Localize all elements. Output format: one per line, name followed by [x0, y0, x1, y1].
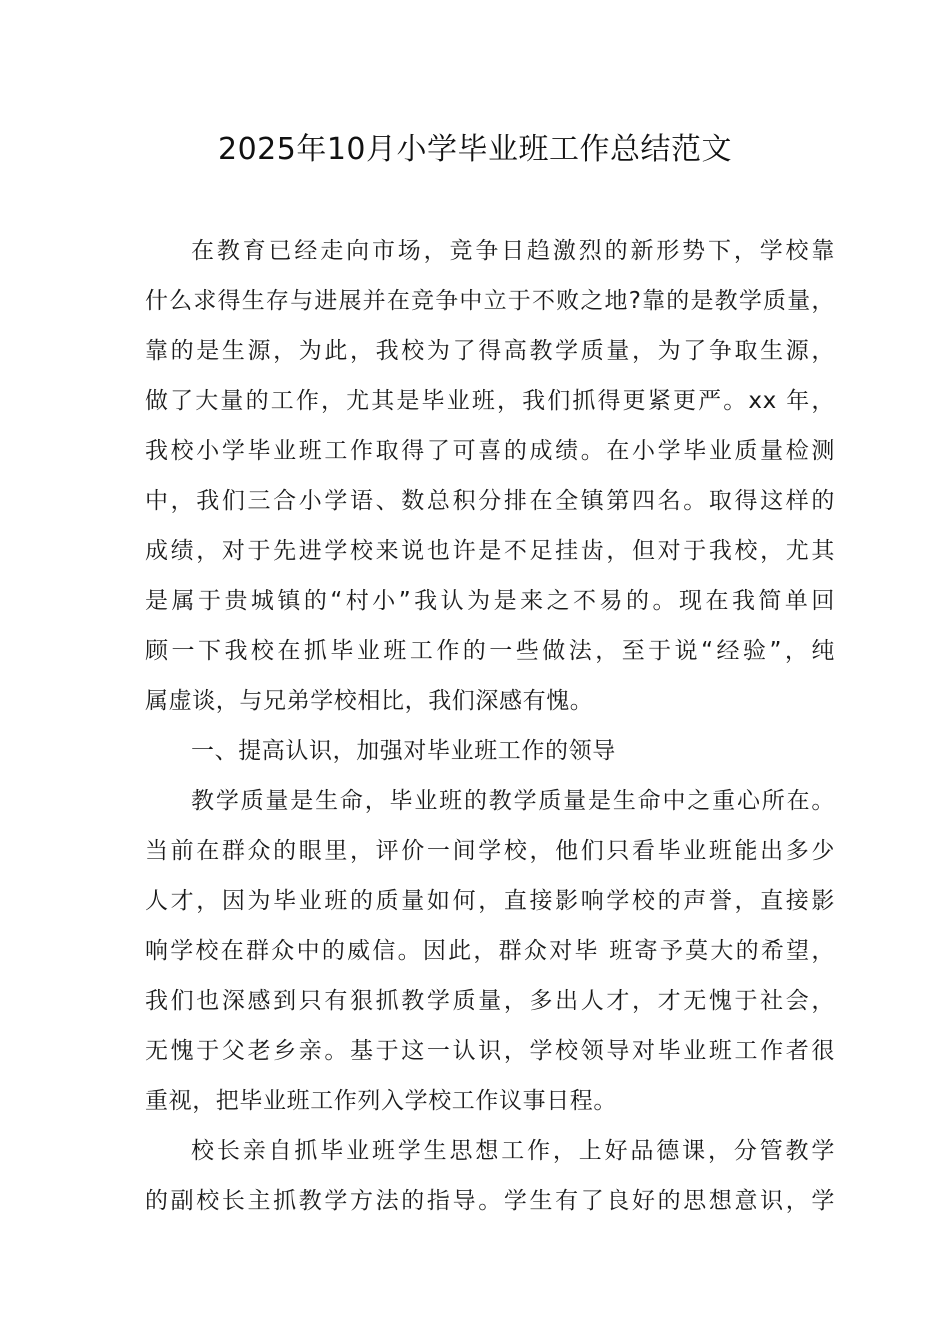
paragraph-line: 校长亲自抓毕业班学生思想工作，上好品德课，分管教学: [191, 1138, 835, 1164]
paragraph-line: 我们也深感到只有狠抓教学质量，多出人才，才无愧于社会，: [145, 988, 835, 1014]
paragraph-line: 什么求得生存与进展并在竞争中立于不败之地?靠的是教学质量，: [145, 288, 835, 314]
paragraph-line: 中，我们三合小学语、数总积分排在全镇第四名。取得这样的: [145, 488, 835, 514]
paragraph-line: 重视，把毕业班工作列入学校工作议事日程。: [145, 1088, 617, 1114]
document-body: [145, 226, 835, 1226]
paragraph-line: 当前在群众的眼里，评价一间学校，他们只看毕业班能出多少: [145, 838, 835, 864]
paragraph-line: 无愧于父老乡亲。基于这一认识，学校领导对毕业班工作者很: [145, 1038, 835, 1064]
document-title: 2025年10月小学毕业班工作总结范文: [217, 132, 733, 167]
section-heading: 一、提高认识，加强对毕业班工作的领导: [191, 738, 616, 764]
paragraph-line: 的副校长主抓教学方法的指导。学生有了良好的思想意识，学: [145, 1188, 835, 1214]
paragraph-line: 人才，因为毕业班的质量如何，直接影响学校的声誉，直接影: [145, 888, 835, 914]
paragraph-line: 属虚谈，与兄弟学校相比，我们深感有愧。: [145, 688, 594, 714]
paragraph-line: 响学校在群众中的威信。因此，群众对毕 班寄予莫大的希望，: [145, 938, 835, 964]
paragraph-line: 顾一下我校在抓毕业班工作的一些做法，至于说“经验”，纯: [145, 638, 835, 664]
paragraph-line: 教学质量是生命，毕业班的教学质量是生命中之重心所在。: [191, 788, 835, 814]
paragraph-line: 做了大量的工作，尤其是毕业班，我们抓得更紧更严。xx 年，: [145, 388, 835, 414]
paragraph-line: 是属于贵城镇的“村小”我认为是来之不易的。现在我简单回: [145, 588, 835, 614]
paragraph-line: 成绩，对于先进学校来说也许是不足挂齿，但对于我校，尤其: [145, 538, 835, 564]
paragraph-line: 在教育已经走向市场，竞争日趋激烈的新形势下，学校靠: [191, 238, 835, 264]
paragraph-line: 我校小学毕业班工作取得了可喜的成绩。在小学毕业质量检测: [145, 438, 835, 464]
paragraph-line: 靠的是生源，为此，我校为了得高教学质量，为了争取生源，: [145, 338, 835, 364]
